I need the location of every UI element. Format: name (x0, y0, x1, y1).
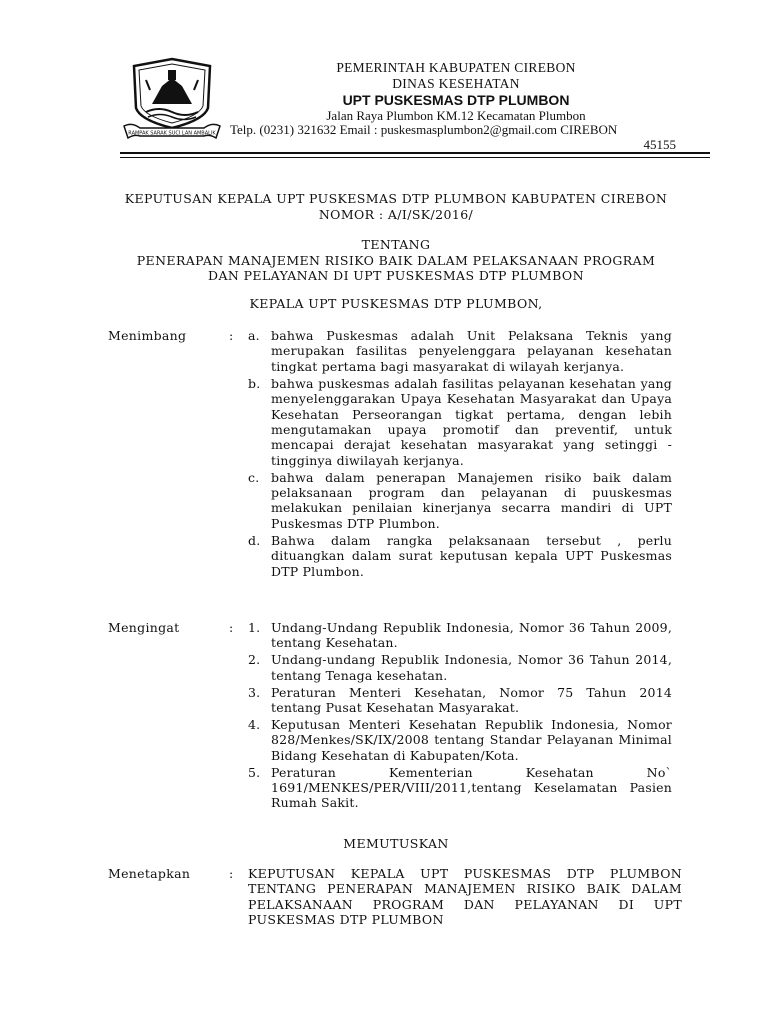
issuer-heading: KEPALA UPT PUSKESMAS DTP PLUMBON, (249, 296, 543, 311)
tentang-heading: TENTANG (361, 237, 431, 252)
menetapkan-label: Menetapkan (108, 866, 191, 881)
list-marker: 4. (248, 716, 261, 732)
emblem-motto: RAMPAK SARAK SUCI LAN AMBALIK (128, 130, 216, 137)
list-item (248, 533, 672, 579)
memutuskan-heading: MEMUTUSKAN (343, 836, 449, 851)
list-text: bahwa dalam penerapan Manajemen risiko baik dalam pelaksanaan program dan pelayanan di puuskesmas melakukan penilaian kinerjanya secarra mandiri di UPT Puskesmas DTP Plumbon. (271, 469, 672, 531)
list-item (248, 620, 672, 651)
list-item (248, 470, 672, 532)
subject-line-2: DAN PELAYANAN DI UPT PUSKESMAS DTP PLUMBON (208, 268, 584, 283)
decree-number: NOMOR : A/I/SK/2016/ (318, 206, 474, 222)
subject-line-1: PENERAPAN MANAJEMEN RISIKO BAIK DALAM PELAKSANAAN PROGRAM (136, 252, 656, 268)
postal-code: 45155 (643, 137, 676, 152)
list-item (248, 328, 672, 374)
mengingat-label: Mengingat (108, 620, 180, 635)
menetapkan-colon: : (229, 866, 234, 881)
list-text: bahwa puskesmas adalah fasilitas pelayanan kesehatan yang menyelenggarakan Upaya Kesehatan Masyarakat dan Upaya Kesehatan Perseorangan tigkat pertama, dengan lebih mengutamakan upaya promotif dan preventif, untuk mencapai derajat kesehatan masyarakat yang setinggi - tingginya diwilayah kerjanya. (271, 375, 672, 468)
department-name: DINAS KESEHATAN (392, 76, 520, 91)
list-item (248, 685, 672, 716)
list-marker: c. (248, 469, 260, 485)
list-text: bahwa Puskesmas adalah Unit Pelaksana Teknis yang merupakan fasilitas penyelenggara pelayanan kesehatan tingkat pertama bagi masyarakat di wilayah kerjanya. (271, 328, 672, 374)
list-text: Keputusan Menteri Kesehatan Republik Indonesia, Nomor 828/Menkes/SK/IX/2008 tentang Standar Pelayanan Minimal Bidang Kesehatan di Kabupaten/Kota. (271, 716, 672, 763)
letterhead-divider-thin (120, 157, 710, 158)
decree-title-line: KEPUTUSAN KEPALA UPT PUSKESMAS DTP PLUMBON KABUPATEN CIREBON (124, 191, 668, 206)
list-marker: 3. (248, 684, 261, 700)
menimbang-colon: : (229, 328, 234, 343)
list-marker: d. (248, 532, 261, 548)
mengingat-colon: : (229, 620, 234, 635)
list-text: Undang-undang Republik Indonesia, Nomor 36 Tahun 2014, tentang Tenaga kesehatan. (271, 652, 672, 683)
letterhead-divider-thick (120, 152, 710, 154)
kabupaten-cirebon-emblem (122, 56, 222, 140)
list-marker: 1. (248, 620, 261, 635)
address: Jalan Raya Plumbon KM.12 Kecamatan Plumbon (326, 108, 586, 123)
mengingat-list (248, 620, 672, 812)
menetapkan-text: KEPUTUSAN KEPALA UPT PUSKESMAS DTP PLUMBON TENTANG PENERAPAN MANAJEMEN RISIKO BAIK DALAM PELAKSANAAN PROGRAM DAN PELAYANAN DI UPT PUSKESMAS DTP PLUMBON (248, 866, 682, 928)
list-marker: a. (248, 328, 260, 343)
list-marker: b. (248, 375, 261, 391)
letterhead (228, 60, 684, 124)
list-item (248, 765, 672, 811)
contact-line: Telp. (0231) 321632 Email : puskesmasplumbon2@gmail.com CIREBON (230, 122, 618, 137)
list-item (248, 652, 672, 683)
list-item (248, 376, 672, 468)
government-name: PEMERINTAH KABUPATEN CIREBON (336, 60, 576, 75)
list-text: Bahwa dalam rangka pelaksanaan tersebut , perlu dituangkan dalam surat keputusan kepala UPT Puskesmas DTP Plumbon. (271, 532, 672, 579)
menimbang-list (248, 328, 672, 581)
list-marker: 5. (248, 764, 261, 780)
list-text: Undang-Undang Republik Indonesia, Nomor 36 Tahun 2009, tentang Kesehatan. (271, 620, 672, 651)
list-text: Peraturan Menteri Kesehatan, Nomor 75 Tahun 2014 tentang Pusat Kesehatan Masyarakat. (271, 684, 672, 716)
institution-name: UPT PUSKESMAS DTP PLUMBON (342, 92, 570, 108)
list-item (248, 717, 672, 763)
list-text: Peraturan Kementerian Kesehatan No` 1691/MENKES/PER/VIII/2011,tentang Keselamatan Pasien Rumah Sakit. (271, 764, 672, 811)
menimbang-label: Menimbang (108, 328, 187, 343)
decree-title (108, 191, 684, 222)
decree-subject (108, 237, 684, 284)
list-marker: 2. (248, 652, 261, 668)
